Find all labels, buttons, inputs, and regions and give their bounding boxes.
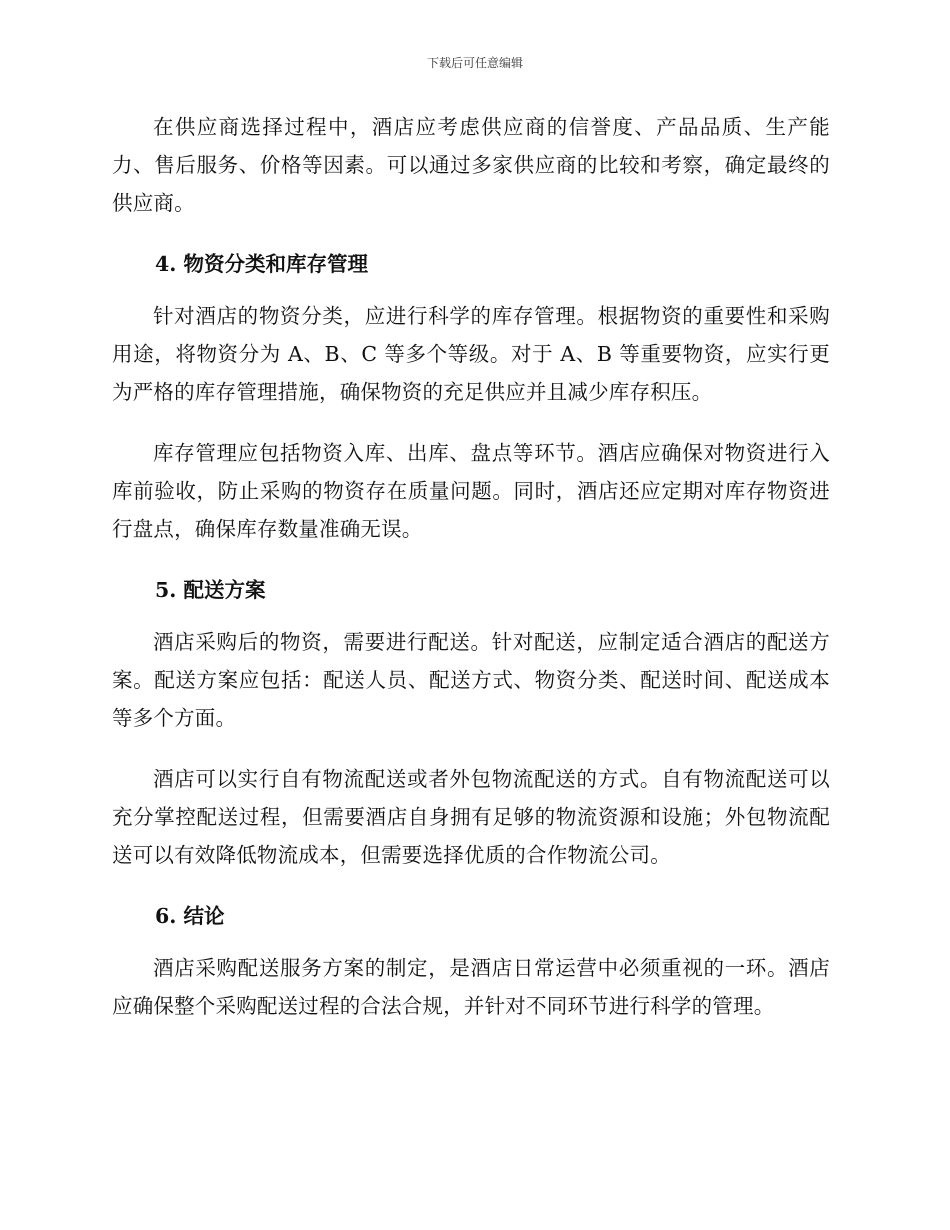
- page-header: 下载后可任意编辑: [426, 56, 523, 70]
- document-body: [112, 108, 830, 1048]
- paragraph-delivery-logistics: 酒店可以实行自有物流配送或者外包物流配送的方式。自有物流配送可以充分掌控配送过程，但需要酒店自身拥有足够的物流资源和设施；外包物流配送可以有效降低物流成本，但需要选择优质的合作物流公司。: [112, 767, 830, 867]
- paragraph-supplier-selection: 在供应商选择过程中，酒店应考虑供应商的信誉度、产品品质、生产能力、售后服务、价格等因素。可以通过多家供应商的比较和考察，确定最终的供应商。: [112, 115, 830, 215]
- section-heading-inventory: 4. 物资分类和库存管理: [155, 252, 369, 276]
- section-heading-delivery: 5. 配送方案: [155, 578, 266, 602]
- paragraph-inventory-process: 库存管理应包括物资入库、出库、盘点等环节。酒店应确保对物资进行入库前验收，防止采购的物资存在质量问题。同时，酒店还应定期对库存物资进行盘点，确保库存数量准确无误。: [112, 441, 830, 541]
- paragraph-delivery-plan: 酒店采购后的物资，需要进行配送。针对配送，应制定适合酒店的配送方案。配送方案应包括：配送人员、配送方式、物资分类、配送时间、配送成本等多个方面。: [112, 630, 830, 730]
- paragraph-inventory-classification: 针对酒店的物资分类，应进行科学的库存管理。根据物资的重要性和采购用途，将物资分为 A、B、C 等多个等级。对于 A、B 等重要物资，应实行更为严格的库存管理措施，确保物资的充足供应并且减少库存积压。: [112, 304, 830, 404]
- section-heading-conclusion: 6. 结论: [155, 904, 225, 928]
- paragraph-conclusion: 酒店采购配送服务方案的制定，是酒店日常运营中必须重视的一环。酒店应确保整个采购配送过程的合法合规，并针对不同环节进行科学的管理。: [112, 956, 830, 1018]
